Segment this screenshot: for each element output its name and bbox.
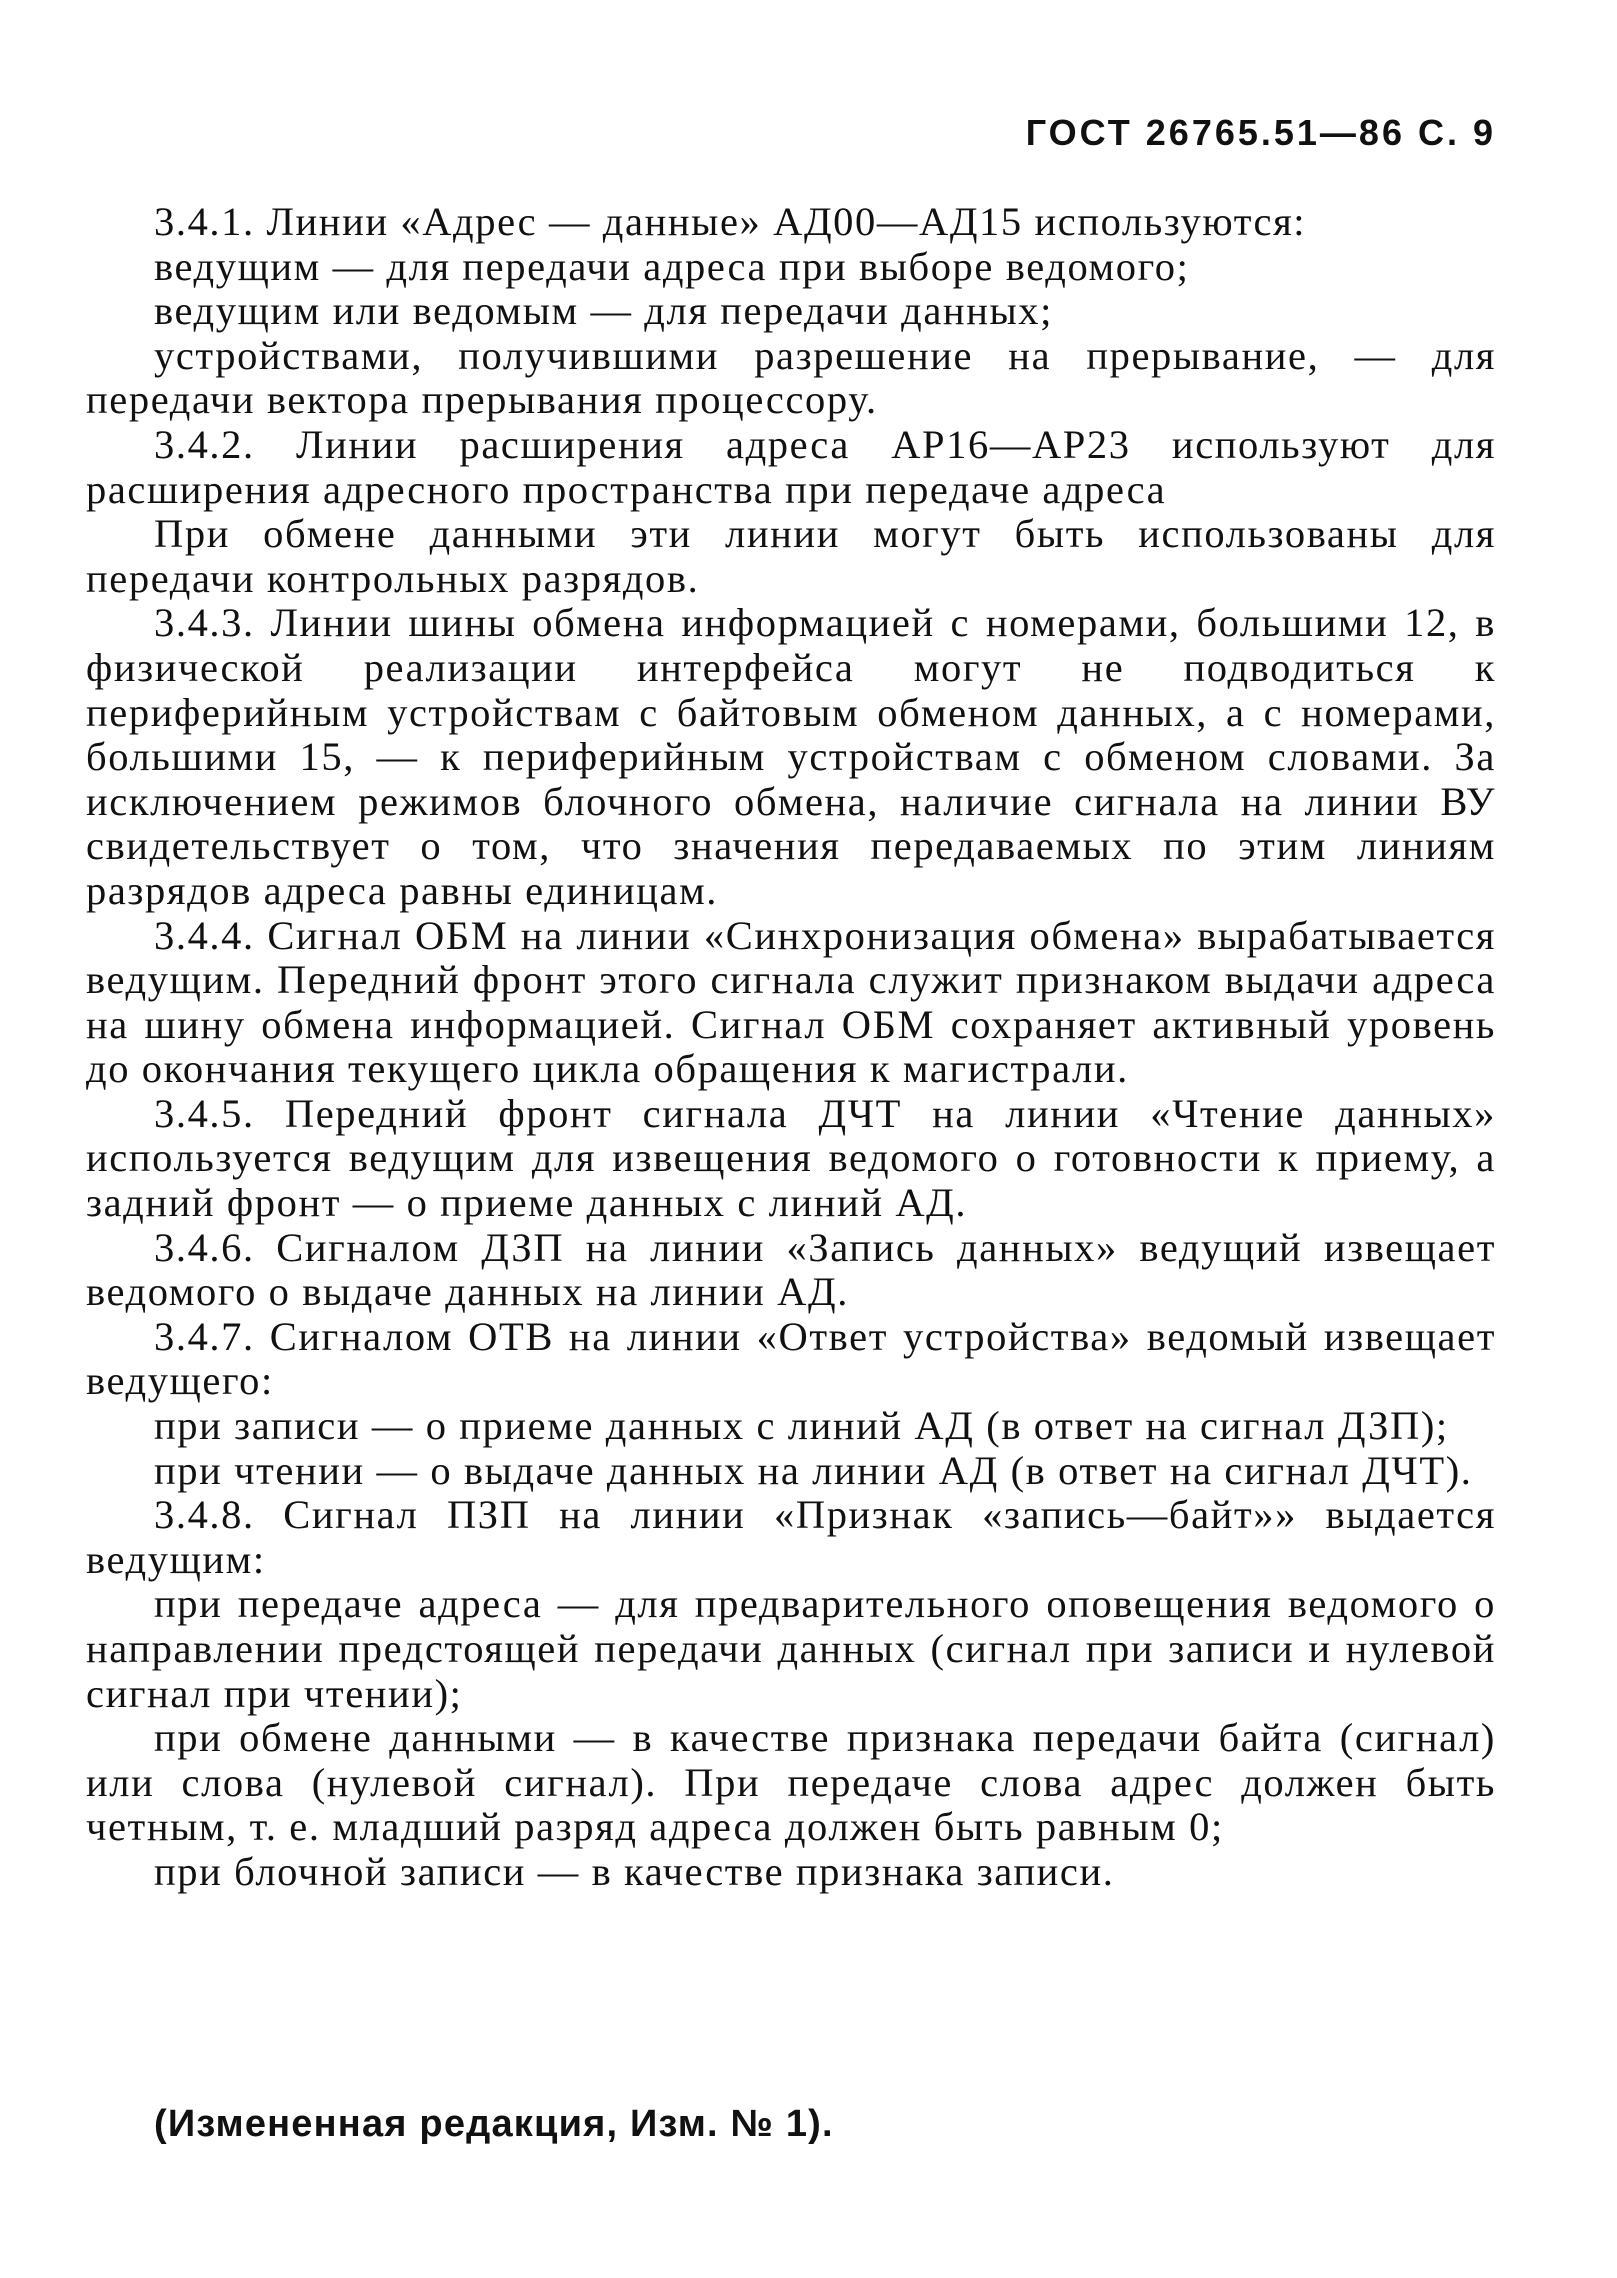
paragraph-3-4-8-item-3: при блочной записи — в качестве признака записи.: [154, 1848, 1115, 1894]
paragraph-3-4-2-note: При обмене данными эти линии могут быть использованы для передачи контрольных разрядов.: [86, 511, 1496, 601]
paragraph-3-4-8: 3.4.8. Сигнал ПЗП на линии «Признак «запись—байт»» выдается ведущим:: [86, 1492, 1496, 1582]
paragraph-3-4-1: 3.4.1. Линии «Адрес — данные» АД00—АД15 используются:: [154, 199, 1307, 244]
paragraph-3-4-7-item-2: при чтении — о выдаче данных на линии АД (в ответ на сигнал ДЧТ).: [154, 1447, 1473, 1493]
paragraph-3-4-5: 3.4.5. Передний фронт сигнала ДЧТ на линии «Чтение данных» используется ведущим для извещения ведомого о готовности к приему, а задний фронт — о приеме данных с линий АД.: [86, 1090, 1496, 1226]
paragraph-3-4-7: 3.4.7. Сигналом ОТВ на линии «Ответ устройства» ведомый извещает ведущего:: [86, 1313, 1496, 1404]
document-body: [86, 200, 1496, 1895]
running-head: ГОСТ 26765.51—86 С. 9: [1025, 112, 1496, 153]
paragraph-3-4-6: 3.4.6. Сигналом ДЗП на линии «Запись данных» ведущий извещает ведомого о выдаче данных на линии АД.: [86, 1224, 1496, 1315]
paragraph-3-4-7-item-1: при записи — о приеме данных с линий АД (в ответ на сигнал ДЗП);: [154, 1403, 1449, 1449]
paragraph-3-4-3: 3.4.3. Линии шины обмена информацией с номерами, большими 12, в физической реализации интерфейса могут не подводиться к периферийным устройствам с байтовым обменом данных, а с номерами, большими 15, — к периферийным устройствам с обменом словами. За исключением режимов блочного обмена, наличие сигнала на линии ВУ свидетельствует о том, что значения передаваемых по этим линиям разрядов адреса равны единицам.: [86, 600, 1496, 913]
paragraph-3-4-2: 3.4.2. Линии расширения адреса АР16—АР23 используют для расширения адресного пространства при передаче адреса: [86, 421, 1496, 512]
paragraph-3-4-1-item-2: ведущим или ведомым — для передачи данных;: [154, 288, 1053, 334]
paragraph-3-4-8-item-1: при передаче адреса — для предварительного оповещения ведомого о направлении предстоящей передачи данных (сигнал при записи и нулевой сигнал при чтении);: [86, 1581, 1496, 1716]
paragraph-3-4-1-item-1: ведущим — для передачи адреса при выборе ведомого;: [154, 243, 1190, 289]
paragraph-3-4-1-item-3: устройствами, получившими разрешение на прерывание, — для передачи вектора прерывания процессору.: [86, 332, 1496, 423]
paragraph-3-4-8-item-2: при обмене данными — в качестве признака передачи байта (сигнал) или слова (нулевой сигнал). При передаче слова адрес должен быть четным, т. е. младший разряд адреса должен быть равным 0;: [86, 1715, 1496, 1850]
amendment-note: (Измененная редакция, Изм. № 1).: [154, 2103, 834, 2145]
paragraph-3-4-4: 3.4.4. Сигнал ОБМ на линии «Синхронизация обмена» вырабатывается ведущим. Передний фронт этого сигнала служит признаком выдачи адреса на шину обмена информацией. Сигнал ОБМ сохраняет активный уровень до окончания текущего цикла обращения к магистрали.: [86, 912, 1496, 1092]
